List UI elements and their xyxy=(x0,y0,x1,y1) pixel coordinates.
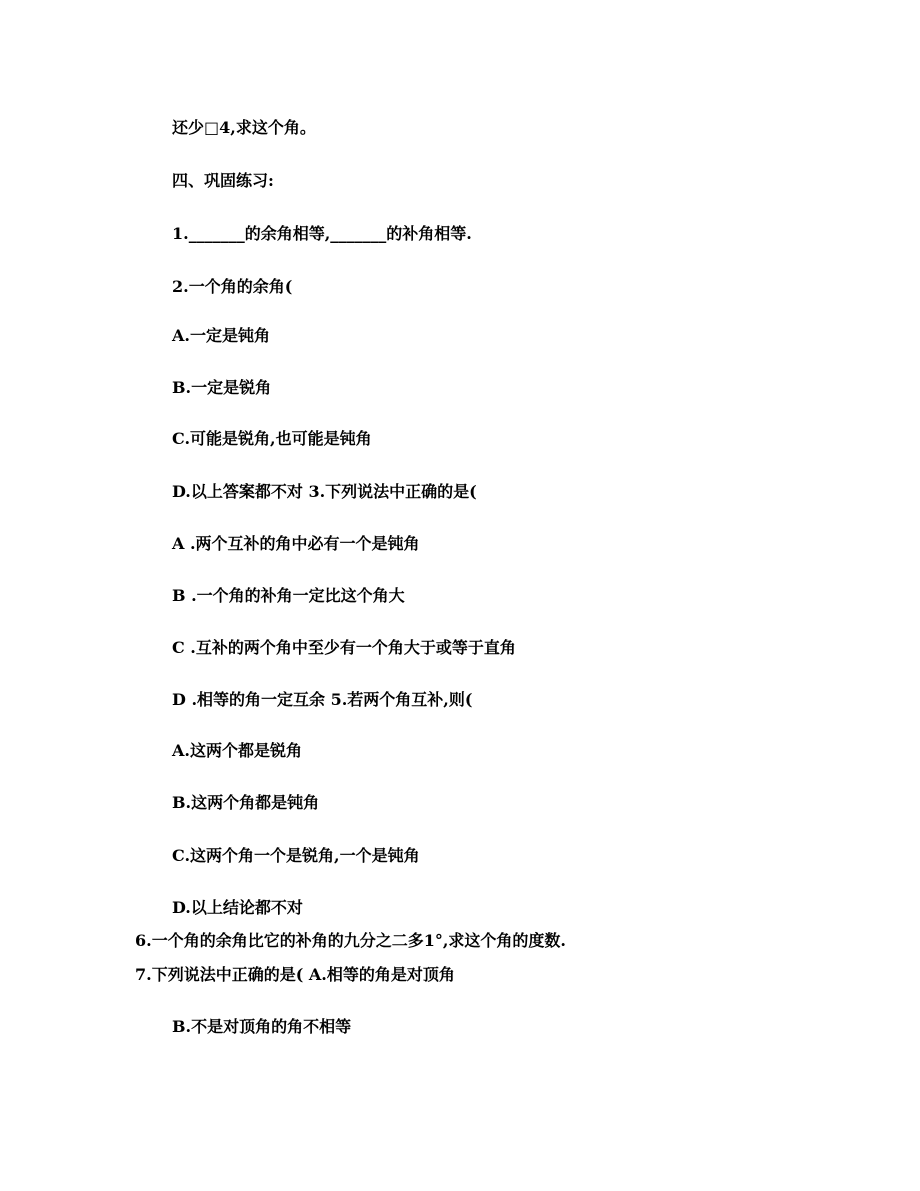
question-2: 2.一个角的余角( xyxy=(172,277,293,296)
q2-option-b: B.一定是锐角 xyxy=(172,378,272,397)
q3-option-d-q5: D .相等的角一定互余 5.若两个角互补,则( xyxy=(172,690,473,709)
q5-option-c: C.这两个角一个是锐角,一个是钝角 xyxy=(172,846,420,865)
section-heading: 四、巩固练习: xyxy=(172,171,274,190)
q2-option-c: C.可能是锐角,也可能是钝角 xyxy=(172,429,372,448)
q5-option-b: B.这两个角都是钝角 xyxy=(172,793,320,812)
q2-option-a: A.一定是钝角 xyxy=(172,326,270,345)
q2-option-d-q3: D.以上答案都不对 3.下列说法中正确的是( xyxy=(172,482,477,501)
question-1: 1._______的余角相等,_______的补角相等. xyxy=(172,224,472,243)
text-line-1: 还少□4,求这个角。 xyxy=(172,118,316,137)
q7-option-b: B.不是对顶角的角不相等 xyxy=(172,1017,352,1036)
q3-option-c: C .互补的两个角中至少有一个角大于或等于直角 xyxy=(172,638,516,657)
q3-option-b: B .一个角的补角一定比这个角大 xyxy=(172,586,405,605)
q3-option-a: A .两个互补的角中必有一个是钝角 xyxy=(172,534,420,553)
question-6: 6.一个角的余角比它的补角的九分之二多1°,求这个角的度数. xyxy=(135,931,566,950)
question-7: 7.下列说法中正确的是( A.相等的角是对顶角 xyxy=(135,965,455,984)
q5-option-d: D.以上结论都不对 xyxy=(172,898,303,917)
q5-option-a: A.这两个都是锐角 xyxy=(172,741,302,760)
